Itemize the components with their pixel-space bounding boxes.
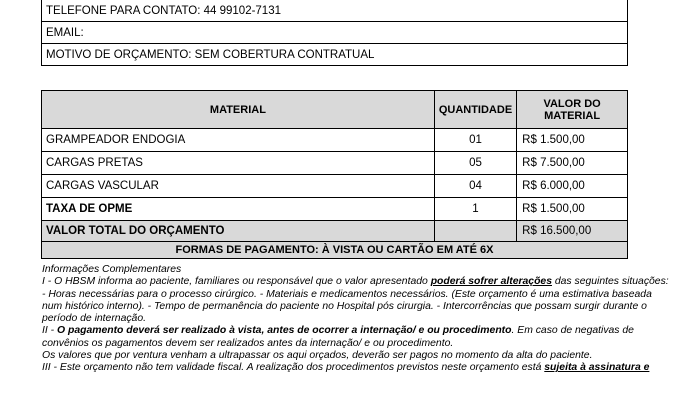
table-header-row	[42, 91, 628, 129]
paragraph-3: Os valores que por ventura venham a ultrapassar os aqui orçados, deverão ser pagos no momento da alta do paciente.	[42, 350, 593, 362]
paragraph-1-items: - Horas necessárias para o processo cirúrgico. - Materiais e medicamentos necessários. (Este orçamento é uma estimativa baseada num histórico interno). - Tempo de permanência do paciente no Hospital pós cirurgia. - Intercorrências que possam surgir durante o período de internação.	[42, 288, 652, 325]
total-label: VALOR TOTAL DO ORÇAMENTO	[42, 221, 435, 242]
quantity-cell: 01	[434, 129, 516, 152]
material-cell: GRAMPEADOR ENDOGIA	[42, 129, 435, 152]
header-value: VALOR DO MATERIAL	[517, 91, 628, 129]
materials-table	[41, 90, 628, 259]
payment-row	[42, 242, 628, 259]
material-cell: CARGAS VASCULAR	[42, 175, 435, 198]
phone-field: TELEFONE PARA CONTATO: 44 99102-7131	[42, 0, 628, 22]
reason-field: MOTIVO DE ORÇAMENTO: SEM COBERTURA CONTRATUAL	[42, 44, 628, 66]
value-cell: R$ 1.500,00	[517, 129, 628, 152]
quantity-cell: 04	[434, 175, 516, 198]
complementary-title: Informações Complementares	[42, 264, 182, 275]
paragraph-1	[42, 276, 672, 288]
p1-text-end: das seguintes situações:	[551, 276, 669, 288]
quantity-cell: 05	[434, 152, 516, 175]
value-cell: R$ 7.500,00	[517, 152, 628, 175]
p4-text: III - Este orçamento não tem validade fiscal. A realização dos procedimentos previstos neste orçamento está	[42, 362, 545, 374]
payment-methods: FORMAS DE PAGAMENTO: À VISTA OU CARTÃO EM ATÉ 6X	[42, 242, 628, 259]
quantity-cell: 1	[434, 198, 516, 221]
header-quantity: QUANTIDADE	[434, 91, 516, 129]
p4-bold-text: sujeita à assinatura e	[544, 362, 650, 374]
total-row	[42, 221, 628, 242]
p1-bold-text: poderá sofrer alterações	[430, 276, 552, 288]
email-field: EMAIL:	[42, 22, 628, 44]
p2-text-end: . Em caso de negativas de convênios os pagamentos devem ser realizados antes da internação/ e ou procedimento.	[42, 325, 634, 349]
table-row	[42, 198, 628, 221]
complementary-info	[42, 264, 672, 375]
value-cell: R$ 6.000,00	[517, 175, 628, 198]
table-row	[42, 152, 628, 175]
p2-text: II -	[42, 325, 58, 337]
p2-bold-text: O pagamento deverá ser realizado à vista, antes de ocorrer a internação/ e ou procedimento	[57, 325, 512, 337]
table-row	[42, 129, 628, 152]
header-material: MATERIAL	[42, 91, 435, 129]
paragraph-4	[42, 362, 672, 374]
material-cell: TAXA DE OPME	[42, 198, 435, 221]
table-row	[42, 175, 628, 198]
total-value: R$ 16.500,00	[517, 221, 628, 242]
contact-info-box	[41, 0, 628, 66]
material-cell: CARGAS PRETAS	[42, 152, 435, 175]
value-cell: R$ 1.500,00	[517, 198, 628, 221]
p1-text: I - O HBSM informa ao paciente, familiares ou responsável que o valor apresentado	[42, 276, 431, 288]
total-empty-cell	[434, 221, 516, 242]
paragraph-2	[42, 325, 672, 350]
